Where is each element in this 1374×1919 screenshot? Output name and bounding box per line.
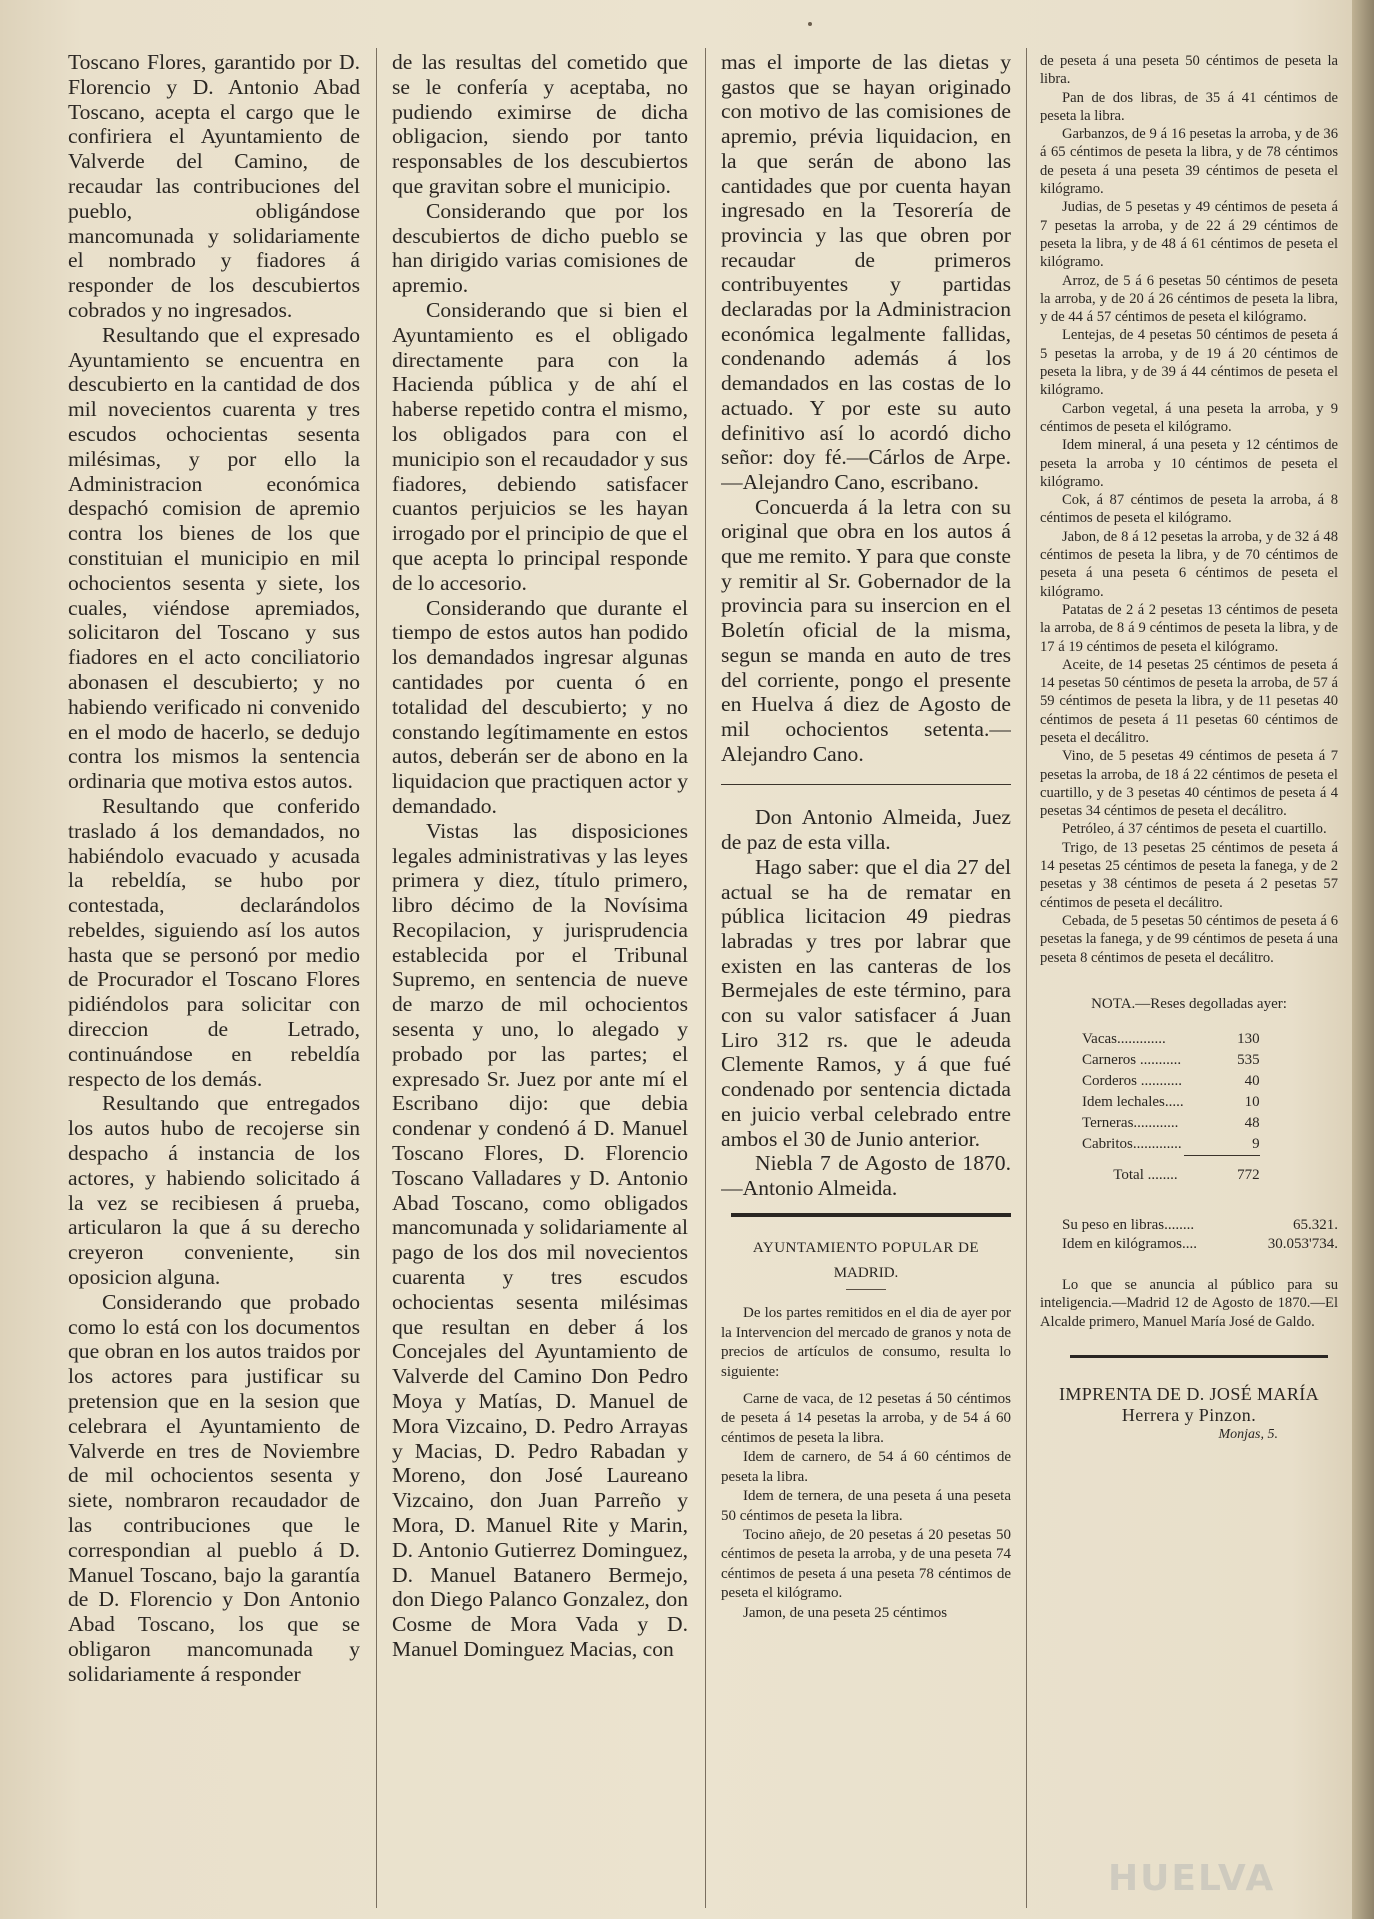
notice-subtitle: MADRID. xyxy=(833,1265,899,1282)
row-value: 48 xyxy=(1244,1115,1260,1132)
notice-intro: De los partes remitidos en el dia de ayer por la Intervencion del mercado de granos y nota de precios de artículos de consumo, resulta lo siguiente: xyxy=(721,1305,1011,1380)
paragraph: Resultando que entregados los autos hubo de recojerse sin despacho á instancia de los actores, y habiendo solicitado á la vez se recibiesen á prueba, articularon la que á su derecho creyeron conveniente, sin oposicion alguna. xyxy=(68,1091,360,1290)
price-item: Lentejas, de 4 pesetas 50 céntimos de peseta á 5 pesetas la arroba, y de 19 á 20 céntimos de peseta la libra, y de 39 á 44 céntimos de peseta el kilógramo. xyxy=(1040,327,1338,399)
row-label: Idem lechales..... xyxy=(1082,1094,1184,1111)
table-row xyxy=(1082,1029,1260,1050)
peso-block xyxy=(1062,1216,1338,1254)
row-label: Vacas............. xyxy=(1082,1031,1166,1048)
row-value: 130 xyxy=(1237,1031,1260,1048)
peso-kg-value: 30.053'734. xyxy=(1267,1236,1338,1253)
closing-notice: Lo que se anuncia al público para su inteligencia.—Madrid 12 de Agosto de 1870.—El Alcalde primero, Manuel María José de Galdo. xyxy=(1040,1277,1338,1330)
edict-signature: Niebla 7 de Agosto de 1870. —Antonio Almeida. xyxy=(721,1151,1011,1200)
price-item: Pan de dos libras, de 35 á 41 céntimos de peseta la libra. xyxy=(1040,89,1338,124)
price-item: de peseta á una peseta 50 céntimos de peseta la libra. xyxy=(1040,53,1338,88)
price-item: Petróleo, á 37 céntimos de peseta el cuartillo. xyxy=(1062,821,1327,838)
row-label: Carneros ........... xyxy=(1082,1052,1182,1069)
price-item: Jabon, de 8 á 12 pesetas la arroba, y de 32 á 48 céntimos de peseta la libra, y de 70 céntimos de peseta á una peseta 6 céntimos de peseta el kilógramo. xyxy=(1040,528,1338,600)
price-item: Aceite, de 14 pesetas 25 céntimos de peseta á 14 pesetas 50 céntimos de peseta la arroba, de 57 á 59 céntimos de peseta la libra, y de 11 pesetas 40 céntimos de peseta á 11 pesetas 60 céntimos de peseta el decálitro. xyxy=(1040,656,1338,746)
archive-watermark: HUELVA xyxy=(1108,1858,1276,1899)
paragraph: mas el importe de las dietas y gastos que se hayan originado con motivo de las comisiones de apremio, prévia liquidacion, en la que serán de abono las cantidades que por cuenta hayan ingresado en la Tesorería de provincia y las que obren por recaudar de primeros contribuyentes y partidas declaradas por la Administracion económica legalmente fallidas, condenando además á los demandados en las costas de lo actuado. Y por este su auto definitivo así lo acordó dicho señor: doy fé.—Cárlos de Arpe.—Alejandro Cano, escribano. xyxy=(721,50,1011,494)
peso-libras-value: 65.321. xyxy=(1293,1217,1338,1234)
price-item: Garbanzos, de 9 á 16 pesetas la arroba, y de 36 á 65 céntimos de peseta la libra, y de 78 céntimos de peseta á una peseta 39 céntimos de peseta el kilógramo. xyxy=(1040,126,1338,198)
paragraph: Resultando que el expresado Ayuntamiento se encuentra en descubierto en la cantidad de dos mil novecientos cuarenta y tres escudos ochocientas sesenta milésimas, y por ello la Administracion económica despachó comision de apremio contra los bienes de los que constituian el municipio en mil ochocientos sesenta y siete, los cuales, viéndose apremiados, solicitaron del Toscano y sus fiadores en el acto conciliatorio abonasen el descubierto; y no habiendo verificado ni convenido en el modo de hacerlo, se dedujo contra los mismos la sentencia ordinaria que motiva estos autos. xyxy=(68,322,360,794)
column-4 xyxy=(1040,52,1338,1444)
paragraph: Considerando que probado como lo está con los documentos que obran en los autos traidos por los actores para justificar su pretension que en la sesion que celebrara el Ayuntamiento de Valverde en tres de Noviembre de mil ochocientos sesenta y siete, nombraron recaudador de las contribuciones que le correspondian al pueblo á D. Manuel Toscano, bajo la garantía de D. Florencio y Don Antonio Abad Toscano, los que se obligaron mancomunada y solidariamente á responder xyxy=(68,1289,360,1686)
peso-kg-label: Idem en kilógramos.... xyxy=(1062,1236,1197,1253)
paragraph: Considerando que si bien el Ayuntamiento es el obligado directamente para con la Hacienda pública y de ahí el haberse repetido contra el mismo, los obligados para con el municipio son el recaudador y sus fiadores, debiendo satisfacer cuantos perjuicios se les hayan irrogado por el principio de que el que acepta lo principal responde de lo accesorio. xyxy=(392,297,688,595)
total-row xyxy=(1082,1156,1260,1187)
row-label: Corderos ........... xyxy=(1082,1073,1182,1090)
column-3 xyxy=(721,50,1011,1623)
paragraph: Considerando que durante el tiempo de estos autos han podido los demandados ingresar algunas cantidades por cuenta ó en totalidad del descubierto; y no constando legítimamente en estos autos, deberán ser de abono en la liquidacion que practiquen actor y demandado. xyxy=(392,595,688,818)
table-row xyxy=(1082,1050,1260,1071)
notice-title: AYUNTAMIENTO POPULAR DE xyxy=(752,1239,980,1256)
ayuntamiento-notice xyxy=(721,1239,1011,1623)
peso-libras-row xyxy=(1062,1216,1338,1235)
price-item: Arroz, de 5 á 6 pesetas 50 céntimos de peseta la arroba, y de 20 á 26 céntimos de peseta la libra, y de 44 á 57 céntimos de peseta el kilógramo. xyxy=(1040,272,1338,326)
row-value: 10 xyxy=(1244,1094,1260,1111)
price-item: Cebada, de 5 pesetas 50 céntimos de peseta á 6 pesetas la fanega, y de 99 céntimos de peseta á una peseta 8 céntimos de peseta el decálitro. xyxy=(1040,912,1338,966)
price-list xyxy=(721,1390,1011,1623)
short-divider xyxy=(846,1289,886,1290)
row-value: 9 xyxy=(1184,1134,1260,1156)
total-value: 772 xyxy=(1237,1167,1260,1184)
row-label: Cabritos............. xyxy=(1082,1136,1182,1153)
price-item: Vino, de 5 pesetas 49 céntimos de peseta á 7 pesetas la arroba, de 18 á 22 céntimos de peseta el cuartillo, y de 3 pesetas 40 céntimos de peseta á 4 pesetas 34 céntimos de peseta el decálitro. xyxy=(1040,748,1338,820)
price-item: Patatas de 2 á 2 pesetas 13 céntimos de peseta la arroba, de 8 á 9 céntimos de peseta la libra, y de 17 á 19 céntimos de peseta el kilógramo. xyxy=(1040,601,1338,655)
thick-divider xyxy=(1070,1355,1328,1358)
column-rule-2 xyxy=(705,48,706,1908)
edict-heading: Don Antonio Almeida, Juez de paz de esta villa. xyxy=(721,805,1011,855)
price-item: Idem de ternera, de una peseta á una peseta 50 céntimos de peseta la libra. xyxy=(721,1488,1011,1524)
price-item: Tocino añejo, de 20 pesetas á 20 pesetas 50 céntimos de peseta la arroba, y de una peseta 74 céntimos de peseta á una peseta 78 céntimos de peseta el kilógramo. xyxy=(721,1526,1011,1602)
paragraph: Resultando que conferido traslado á los demandados, no habiéndolo evacuado y acusada la rebeldía, se hubo por contestada, declarándolos rebeldes, siguiendo así los autos hasta que se personó por medio de Procurador el Toscano Flores pidiéndolos para solicitar con direccion de Letrado, continuándose en rebeldía respecto de los demás. xyxy=(68,793,360,1091)
thick-divider xyxy=(731,1213,1011,1217)
nota-title: NOTA.—Reses degolladas ayer: xyxy=(1091,995,1287,1012)
paragraph: Vistas las disposiciones legales administrativas y las leyes primera y diez, título primero, libro décimo de la Novísima Recopilacion, y jurisprudencia establecida por el Tribunal Supremo, en sentencia de nueve de marzo de mil ochocientos sesenta y uno, lo alegado y probado por las partes; el expresado Sr. Juez por ante mí el Escribano dijo: que debia condenar y condenó á D. Manuel Toscano Flores, D. Florencio Toscano Valladares y D. Antonio Abad Toscano, como obligados mancomunada y solidariamente al pago de los dos mil novecientos cuarenta y tres escudos ochocientas sesenta milésimas que resultan en deber á los Concejales del Ayuntamiento de Valverde del Camino Don Pedro Moya y Matías, D. Manuel de Mora Vizcaino, D. Pedro Arrayas y Macias, D. Pedro Rabadan y Moreno, don José Laureano Vizcaino, don Juan Parreño y Mora, D. Manuel Rite y Marin, D. Antonio Gutierrez Dominguez, D. Manuel Batanero Bermejo, don Diego Palanco Gonzalez, don Cosme de Mora Vada y D. Manuel Dominguez Macias, con xyxy=(392,818,688,1661)
paragraph: Toscano Flores, garantido por D. Florencio y D. Antonio Abad Toscano, acepta el cargo que le confiriera el Ayuntamiento de Valverde del Camino, de recaudar las contribuciones del pueblo, obligándose mancomunada y solidariamente el nombrado y fiadores á responder de los descubiertos cobrados y no ingresados. xyxy=(68,50,360,322)
table-row xyxy=(1082,1134,1260,1156)
price-item: Carbon vegetal, á una peseta la arroba, y 9 céntimos de peseta el kilógramo. xyxy=(1040,400,1338,435)
peso-kg-row xyxy=(1062,1235,1338,1254)
row-value: 535 xyxy=(1237,1052,1260,1069)
price-item: Carne de vaca, de 12 pesetas á 50 céntimos de peseta á 14 pesetas la arroba, y de 54 á 60 céntimos de peseta la libra. xyxy=(721,1391,1011,1446)
paragraph: Considerando que por los descubiertos de dicho pueblo se han dirigido varias comisiones de apremio. xyxy=(392,198,688,298)
column-rule-3 xyxy=(1026,48,1027,1908)
edict-body: Hago saber: que el dia 27 del actual se ha de rematar en pública licitacion 49 piedras labradas y tres por labrar que existen en las canteras de los Bermejales de este término, para con su valor satisfacer á Juan Liro 312 rs. que le adeuda Clemente Ramos, y á que fué condenado por sentencia dictada en juicio verbal celebrado entre ambos el 30 de Junio anterior. xyxy=(721,854,1011,1151)
section-divider xyxy=(721,784,1011,785)
column-1 xyxy=(68,50,360,1687)
row-value: 40 xyxy=(1244,1073,1260,1090)
column-rule-1 xyxy=(376,48,377,1908)
ink-dot xyxy=(808,22,812,26)
imprenta-address: Monjas, 5. xyxy=(1218,1427,1278,1443)
price-item: Idem de carnero, de 54 á 60 céntimos de peseta la libra. xyxy=(721,1449,1011,1485)
reses-table xyxy=(1082,1029,1260,1186)
row-label: Terneras............ xyxy=(1082,1115,1179,1132)
peso-libras-label: Su peso en libras........ xyxy=(1062,1217,1195,1234)
column-2 xyxy=(392,50,688,1662)
page-binding-edge xyxy=(1352,0,1374,1919)
table-row xyxy=(1082,1071,1260,1092)
price-item: Idem mineral, á una peseta y 12 céntimos de peseta la arroba y 10 céntimos de peseta el kilógramo. xyxy=(1040,437,1338,490)
imprenta-credit: IMPRENTA DE D. JOSÉ MARÍA Herrera y Pinzon. xyxy=(1058,1384,1320,1426)
total-label: Total ........ xyxy=(1113,1166,1178,1183)
price-item: Judias, de 5 pesetas y 49 céntimos de peseta á 7 pesetas la arroba, y de 22 á 29 céntimos de peseta la libra, y de 48 á 61 céntimos de peseta el kilógramo. xyxy=(1040,199,1338,271)
price-item: Trigo, de 13 pesetas 25 céntimos de peseta á 14 pesetas 25 céntimos de peseta la fanega, y de 2 pesetas y 38 céntimos de peseta á 2 pesetas 57 céntimos de peseta el decálitro. xyxy=(1040,839,1338,911)
paragraph: Concuerda á la letra con su original que obra en los autos á que me remito. Y para que conste y remitir al Sr. Gobernador de la provincia para su insercion en el Boletín oficial de la misma, segun se manda en auto de tres del corriente, pongo el presente en Huelva á diez de Agosto de mil ochocientos setenta.—Alejandro Cano. xyxy=(721,494,1011,766)
table-row xyxy=(1082,1092,1260,1113)
price-item: Cok, á 87 céntimos de peseta la arroba, á 8 céntimos de peseta el kilógramo. xyxy=(1040,492,1338,527)
table-row xyxy=(1082,1113,1260,1134)
paragraph: de las resultas del cometido que se le confería y aceptaba, no pudiendo eximirse de dicha obligacion, siendo por tanto responsables de los descubiertos que gravitan sobre el municipio. xyxy=(392,50,688,198)
price-item: Jamon, de una peseta 25 céntimos xyxy=(743,1604,948,1621)
